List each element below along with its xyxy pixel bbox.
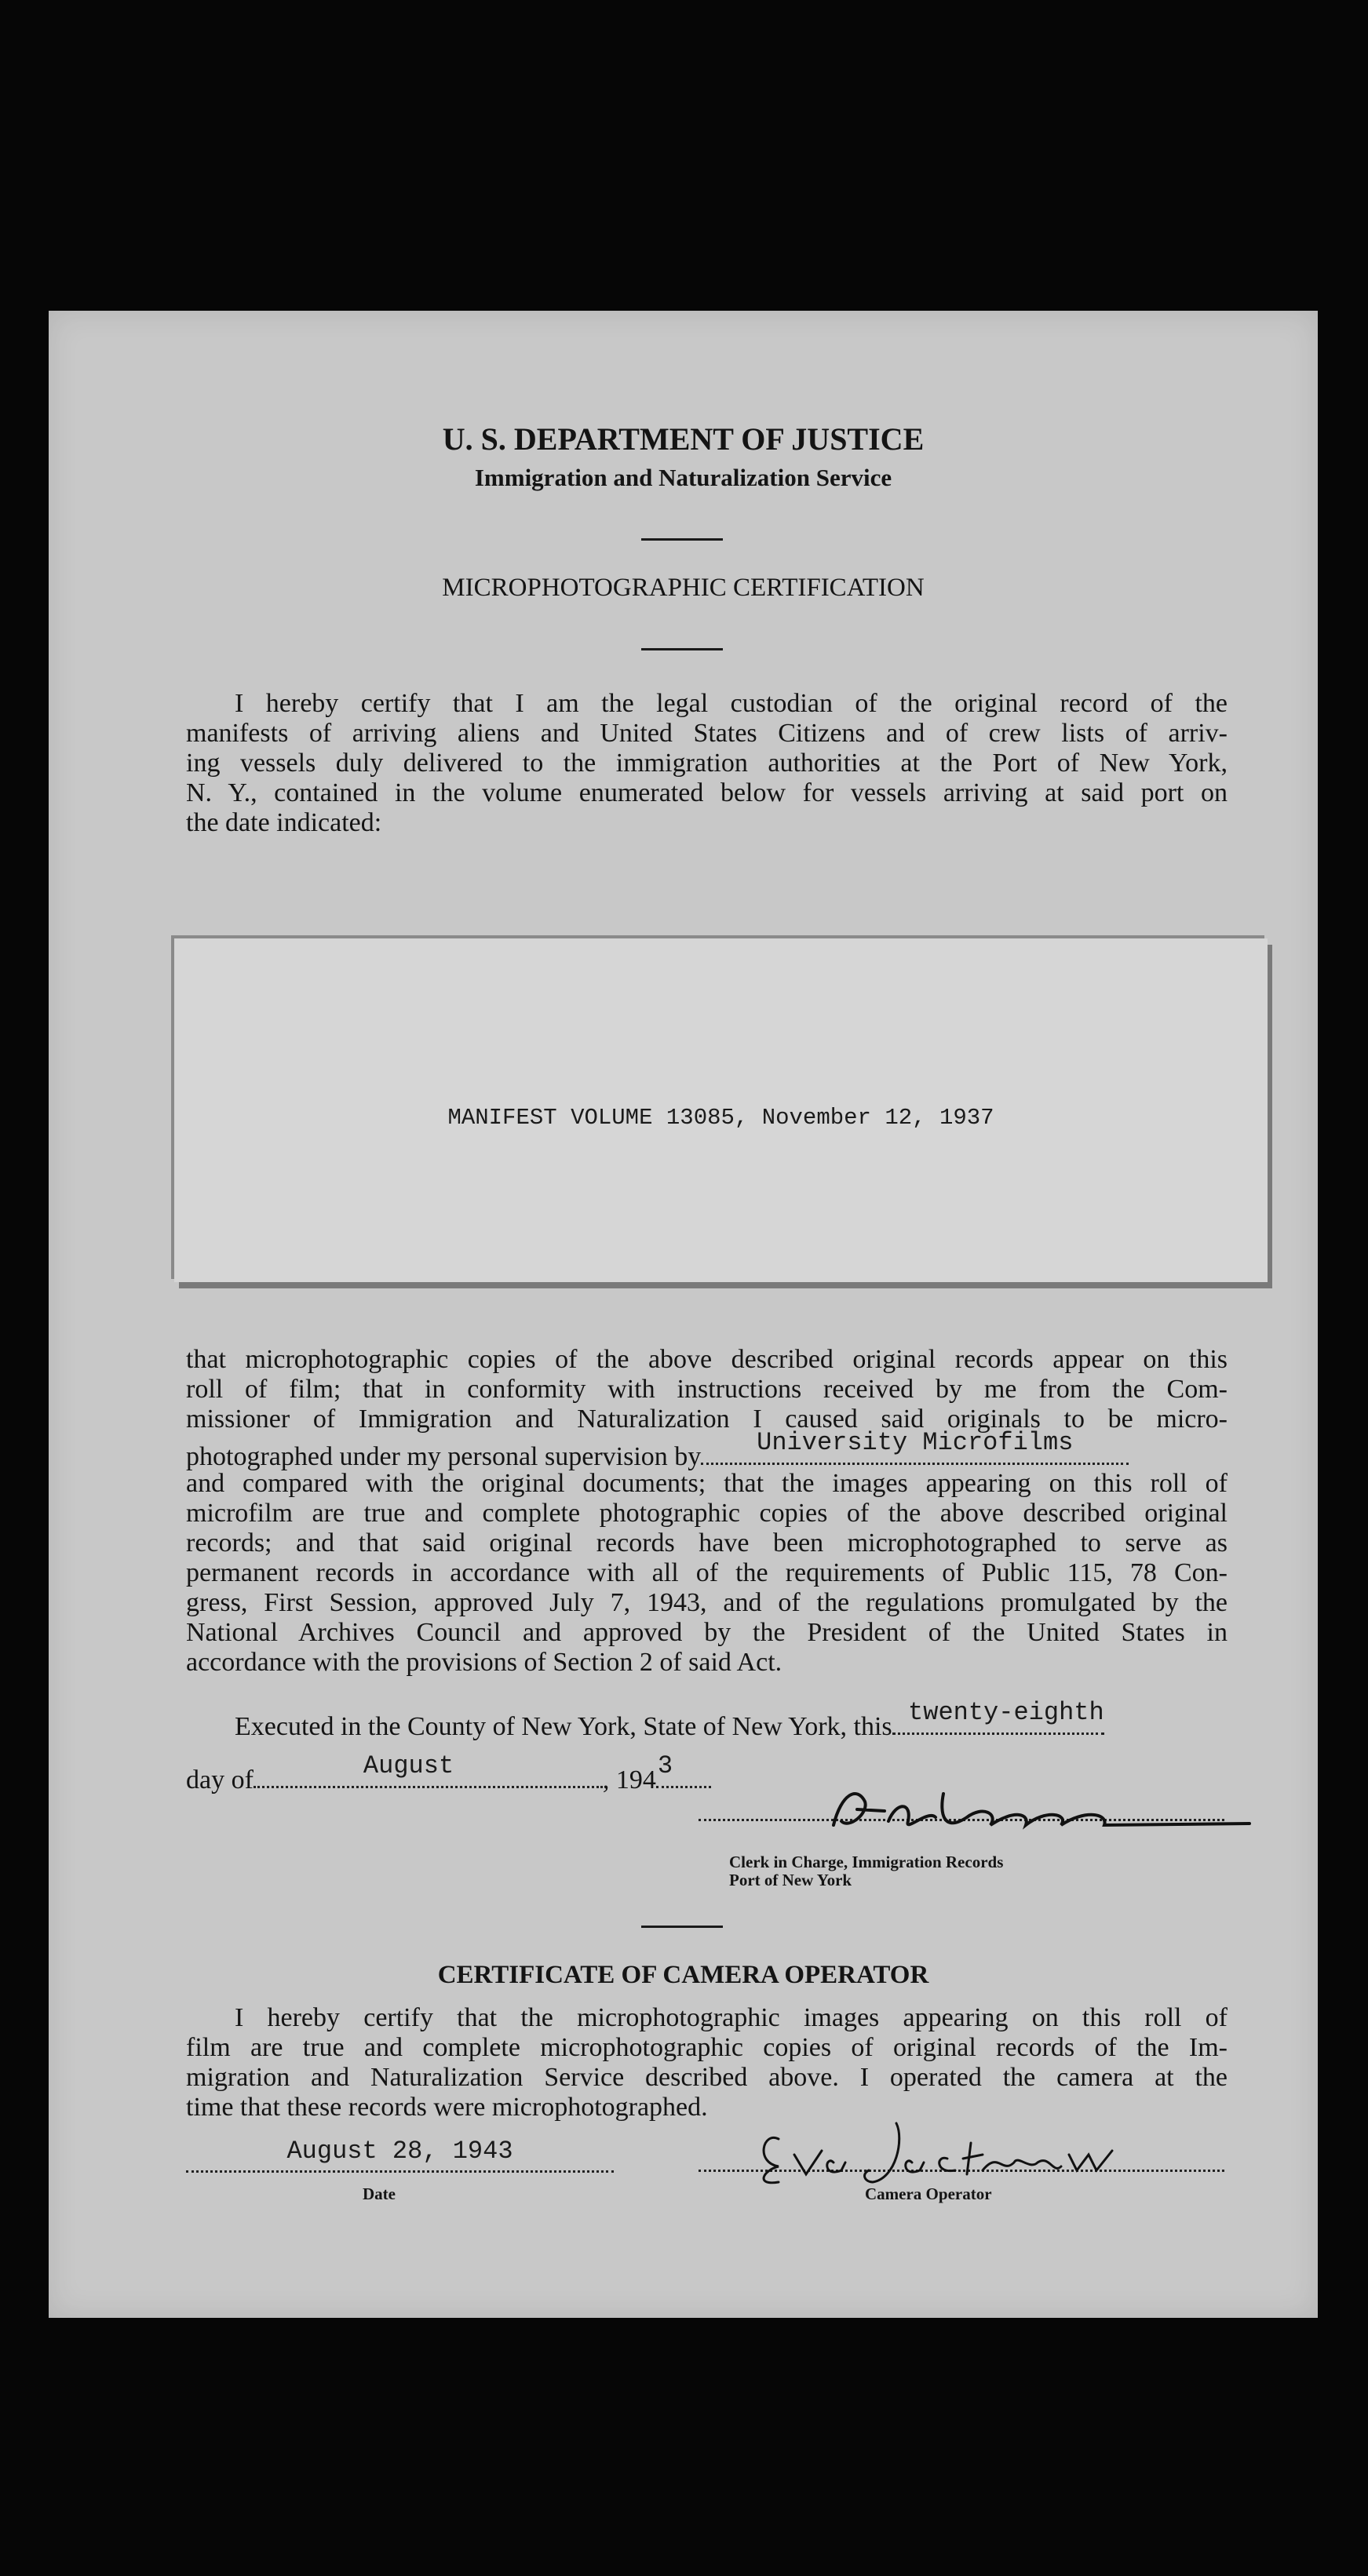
- year-digit: 3: [657, 1751, 673, 1780]
- day-of-label: day of: [186, 1765, 254, 1794]
- supervision-value: University Microfilms: [757, 1428, 1074, 1457]
- intro-line: I hereby certify that I am the legal custodian of the original record of the: [235, 689, 1228, 718]
- camera-certificate-title: CERTIFICATE OF CAMERA OPERATOR: [437, 1961, 929, 1989]
- body-line: National Archives Council and approved by the President of the United States in: [186, 1618, 1228, 1647]
- executed-prefix: Executed in the County of New York, State of New York, this: [235, 1712, 892, 1741]
- body-line: accordance with the provisions of Section 2 of said Act.: [186, 1648, 782, 1677]
- intro-line: manifests of arriving aliens and United States Citizens and of crew lists of arriv-: [186, 719, 1228, 748]
- divider-second: [641, 648, 723, 650]
- year-field: [656, 1751, 711, 1788]
- year-prefix: 194: [615, 1765, 656, 1794]
- body-line: records; and that said original records have been microphotographed to serve as: [186, 1528, 1228, 1558]
- body-line: microfilm are true and complete photographic copies of the above described original: [186, 1499, 1228, 1528]
- clerk-title-line2: Port of New York: [729, 1871, 852, 1889]
- day-of-line: day of August , 194 3: [186, 1762, 892, 1795]
- supervision-prefix: photographed under my personal supervision by: [186, 1442, 702, 1471]
- manifest-volume-text: MANIFEST VOLUME 13085, November 12, 1937: [447, 1105, 994, 1131]
- date-field: [186, 2137, 614, 2173]
- intro-line: N. Y., contained in the volume enumerated below for vessels arriving at said port on: [186, 778, 1228, 807]
- intro-paragraph: [186, 689, 1228, 838]
- intro-line: ing vessels duly delivered to the immigration authorities at the Port of New York,: [186, 749, 1228, 778]
- manifest-slip: [174, 938, 1268, 1282]
- body-line: that microphotographic copies of the above described original records appear on this: [186, 1345, 1228, 1374]
- body-line: missioner of Immigration and Naturalization I caused said originals to be micro-: [186, 1405, 1228, 1434]
- operator-signature: [747, 2108, 1155, 2194]
- intro-line: the date indicated:: [186, 808, 382, 837]
- body-line: permanent records in accordance with all of the requirements of Public 115, 78 Con-: [186, 1558, 1228, 1587]
- camera-paragraph: [186, 2003, 1228, 2122]
- divider-top: [641, 538, 723, 541]
- body-line: roll of film; that in conformity with instructions received by me from the Com-: [186, 1375, 1228, 1404]
- department-title: U. S. DEPARTMENT OF JUSTICE: [442, 421, 925, 457]
- clerk-signature: [810, 1778, 1297, 1849]
- month-value: August: [363, 1751, 454, 1780]
- certification-title: MICROPHOTOGRAPHIC CERTIFICATION: [442, 574, 925, 602]
- operator-label: Camera Operator: [865, 2184, 992, 2203]
- body-line: and compared with the original documents; that the images appearing on this roll of: [186, 1469, 1228, 1498]
- date-label: Date: [363, 2184, 396, 2203]
- camera-line: film are true and complete microphotographic copies of original records of the Im-: [186, 2033, 1228, 2062]
- camera-line: time that these records were microphotographed.: [186, 2093, 708, 2122]
- supervision-field: [701, 1428, 1129, 1465]
- supervision-line: [186, 1428, 1228, 1471]
- clerk-title-line1: Clerk in Charge, Immigration Records: [729, 1853, 1004, 1871]
- day-field: [892, 1698, 1104, 1735]
- executed-line: [235, 1698, 1255, 1742]
- camera-line: migration and Naturalization Service described above. I operated the camera at the: [186, 2063, 1228, 2092]
- body-line: gress, First Session, approved July 7, 1943, and of the regulations promulgated by the: [186, 1588, 1228, 1617]
- body-paragraph: [186, 1345, 1228, 1678]
- service-subtitle: Immigration and Naturalization Service: [474, 464, 892, 491]
- date-value: August 28, 1943: [286, 2137, 513, 2166]
- day-value: twenty-eighth: [908, 1698, 1104, 1727]
- camera-line: I hereby certify that the microphotographic images appearing on this roll of: [235, 2003, 1228, 2032]
- divider-third: [641, 1926, 723, 1928]
- certificate-document: [49, 311, 1318, 2318]
